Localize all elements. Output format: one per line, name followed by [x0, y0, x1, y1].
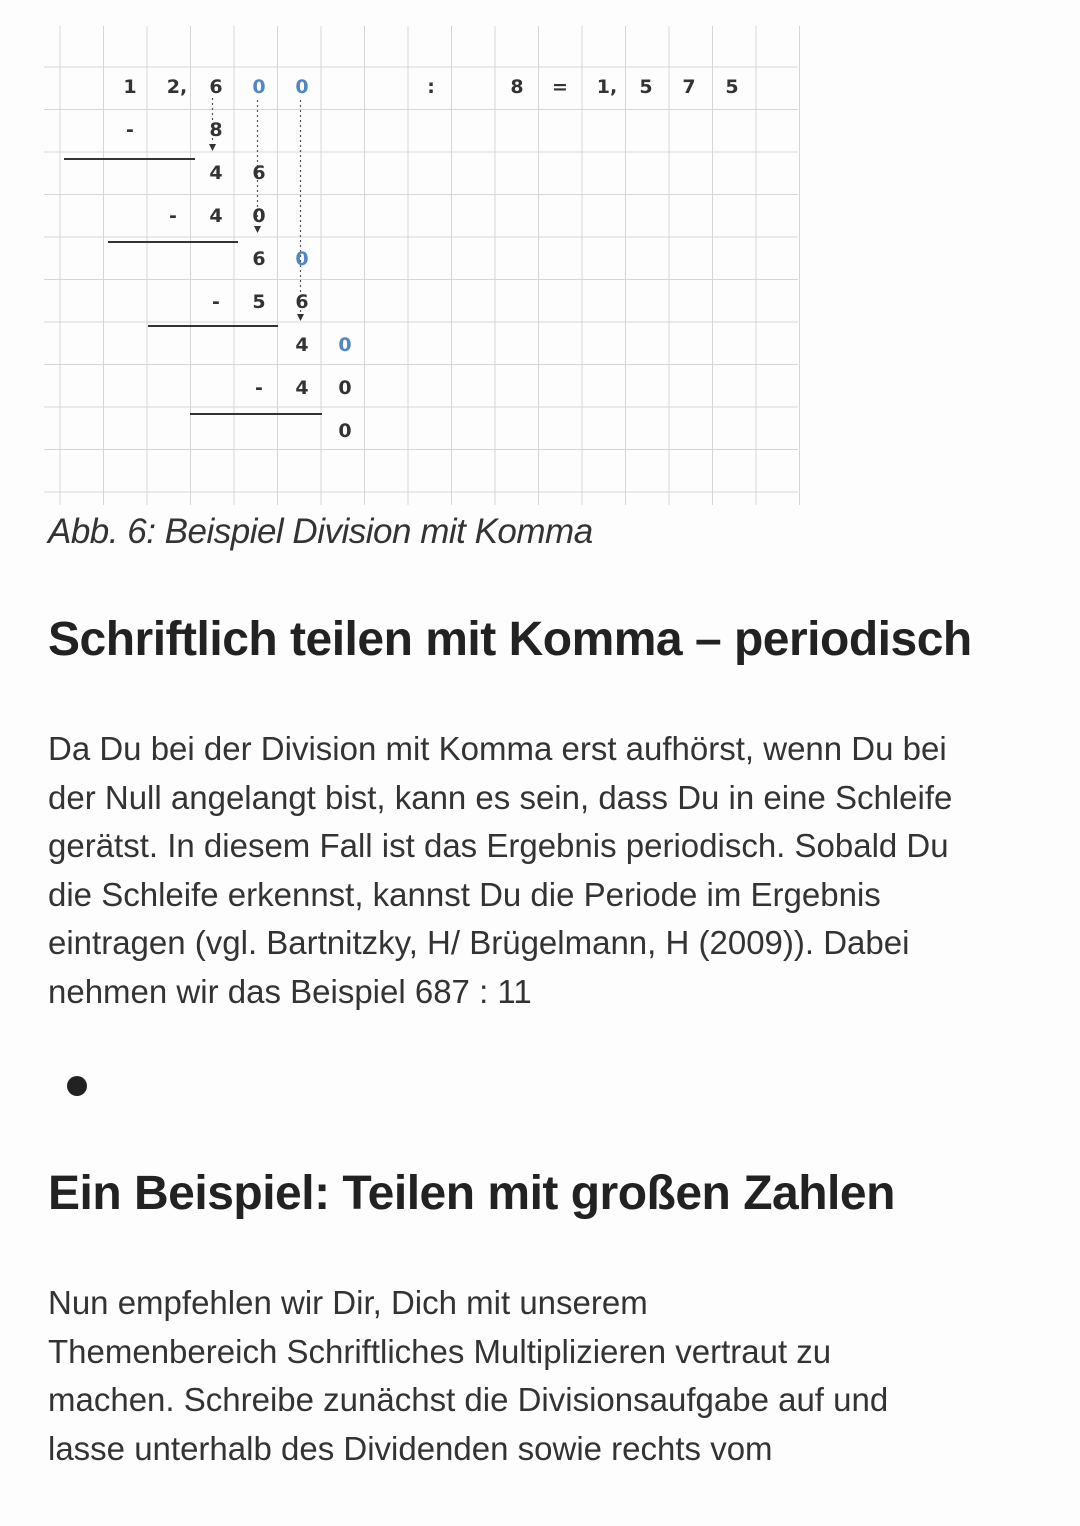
division-digit: 0: [338, 334, 352, 356]
arrow-down-icon: [209, 144, 216, 151]
figure-caption: Abb. 6: Beispiel Division mit Komma: [48, 512, 593, 551]
division-digit: 2,: [166, 76, 188, 98]
division-digit: 5: [639, 76, 653, 98]
division-digit: 8: [209, 119, 223, 141]
division-digits: [123, 76, 738, 442]
division-digit: 6: [252, 162, 266, 184]
bullet-dot: [67, 1076, 87, 1096]
division-digit: :: [427, 76, 435, 98]
division-digit: 5: [725, 76, 739, 98]
division-digit: 0: [295, 248, 309, 270]
division-digit: =: [552, 76, 568, 98]
arrow-down-icon: [297, 314, 304, 321]
division-figure: [40, 20, 800, 510]
division-digit: 7: [682, 76, 696, 98]
division-digit: 0: [338, 377, 352, 399]
division-digit: 8: [510, 76, 524, 98]
division-digit: 4: [209, 162, 223, 184]
division-digit: 5: [252, 291, 266, 313]
division-digit: 4: [209, 205, 223, 227]
division-digit: 1,: [596, 76, 618, 98]
heading-periodic: Schriftlich teilen mit Komma – periodisch: [48, 613, 972, 666]
division-lines: [64, 159, 322, 414]
division-digit: 6: [209, 76, 223, 98]
heading-example: Ein Beispiel: Teilen mit großen Zahlen: [48, 1167, 895, 1220]
arrow-down-icon: [254, 226, 261, 233]
division-digit: 0: [295, 76, 309, 98]
paragraph-example: Nun empfehlen wir Dir, Dich mit unserem Themenbereich Schriftliches Multiplizieren vertraut zu machen. Schreibe zunächst die Divisionsaufgabe auf und lasse unterhalb des Dividenden sowie rechts vom: [48, 1284, 889, 1467]
division-digit: 1: [123, 76, 137, 98]
minus-sign: -: [169, 205, 177, 227]
minus-sign: -: [126, 119, 134, 141]
division-digit: 0: [252, 205, 266, 227]
division-digit: 4: [295, 377, 309, 399]
minus-sign: -: [255, 377, 263, 399]
division-digit: 6: [252, 248, 266, 270]
division-digit: 0: [252, 76, 266, 98]
minus-sign: -: [212, 291, 220, 313]
grid-paper: [44, 26, 800, 510]
division-digit: 4: [295, 334, 309, 356]
paragraph-periodic: Da Du bei der Division mit Komma erst aufhörst, wenn Du bei der Null angelangt bist, kann es sein, dass Du in eine Schleife gerätst. In diesem Fall ist das Ergebnis periodisch. Sobald Du die Schleife erkennst, kannst Du die Periode im Ergebnis eintragen (vgl. Bartnitzky, H/ Brügelmann, H (2009)). Dabei nehmen wir das Beispiel 687 : 11: [48, 730, 953, 1010]
division-digit: 0: [338, 420, 352, 442]
division-digit: 6: [295, 291, 309, 313]
